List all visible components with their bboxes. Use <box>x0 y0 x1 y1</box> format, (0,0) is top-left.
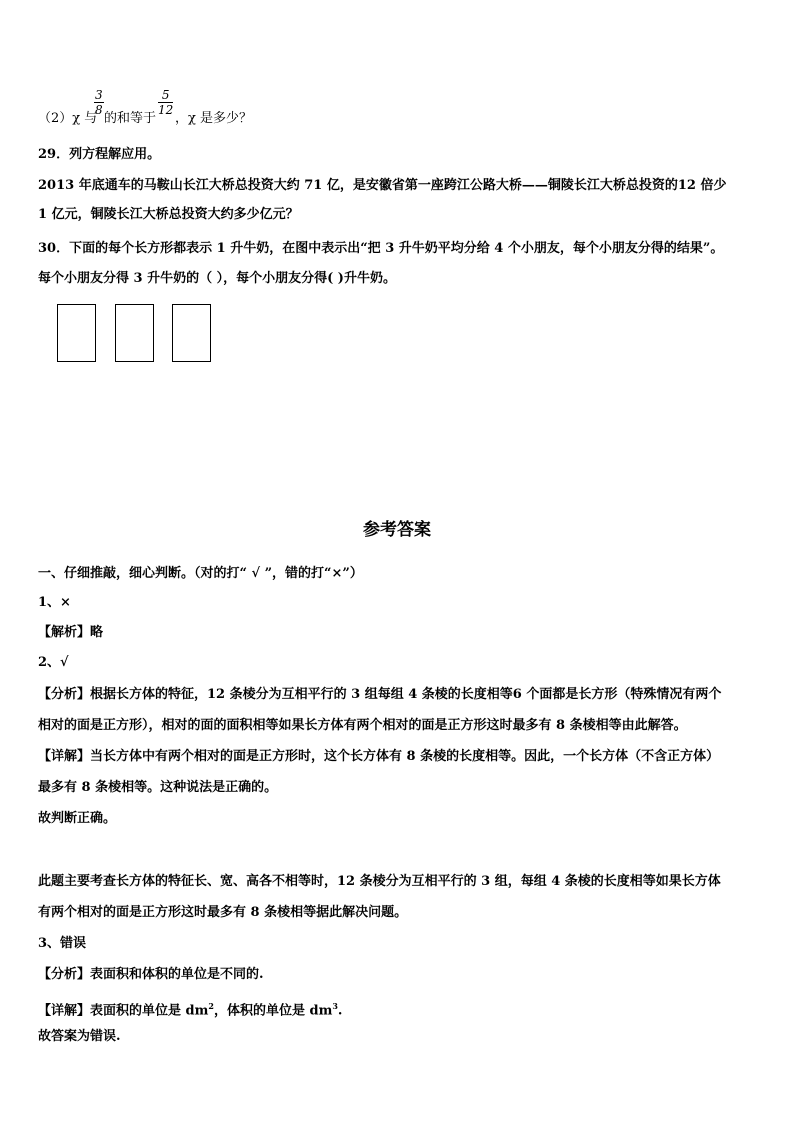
answer-1-label: 1、× <box>38 595 71 610</box>
fraction-denominator: 12 <box>158 103 174 117</box>
fraction-numerator: 3 <box>95 88 103 102</box>
answers-title: 参考答案 <box>363 520 431 540</box>
answer-3-conclusion: 故答案为错误. <box>38 1029 121 1044</box>
milk-rectangle-2 <box>115 304 154 362</box>
fraction-denominator: 8 <box>95 103 103 117</box>
fraction-five-twelfths <box>158 88 173 117</box>
answer-2-detail-line2: 最多有 8 条棱相等。这种说法是正确的。 <box>38 780 278 795</box>
question-29-line1: 2013 年底通车的马鞍山长江大桥总投资大约 71 亿，是安徽省第一座跨江公路大桥——铜陵长江大桥总投资的12 倍少 <box>38 178 727 193</box>
answer-2-conclusion: 故判断正确。 <box>38 811 117 826</box>
question-2-prefix <box>38 110 97 128</box>
milk-rectangle-1 <box>57 304 96 362</box>
question-29-title: 29．列方程解应用。 <box>38 147 161 162</box>
question-2-text-c: ，χ 是多少？ <box>175 111 253 126</box>
answer-2-detail-line1: 【详解】当长方体中有两个相对的面是正方形时，这个长方体有 8 条棱的长度相等。因此，一个长方体（不含正方体） <box>38 749 720 764</box>
answer-3-detail-text-a: 【详解】表面积的单位是 dm <box>38 1003 209 1019</box>
answer-2-analysis-line1: 【分析】根据长方体的特征，12 条棱分为互相平行的 3 组每组 4 条棱的长度相等6 个面都是长方形（特殊情况有两个 <box>38 687 722 702</box>
answer-2-note-line2: 有两个相对的面是正方形这时最多有 8 条棱相等据此解决问题。 <box>38 905 408 920</box>
question-29-line2: 1 亿元，铜陵长江大桥总投资大约多少亿元？ <box>38 207 299 222</box>
question-2-text-a: （2）χ 与 <box>38 111 98 126</box>
superscript-2: 2 <box>208 1001 214 1011</box>
answer-1-analysis: 【解析】略 <box>38 625 104 640</box>
question-30-line1: 30．下面的每个长方形都表示 1 升牛奶，在图中表示出“把 3 升牛奶平均分给 4 个小朋友，每个小朋友分得的结果”。 <box>38 241 724 256</box>
answer-3-detail-text-c: . <box>337 1003 343 1019</box>
question-2-middle <box>104 110 156 128</box>
fraction-numerator: 5 <box>158 88 173 103</box>
question-2-suffix <box>175 110 252 128</box>
question-2-text-b: 的和等于 <box>104 111 157 126</box>
answer-3-detail <box>38 997 342 1020</box>
answers-section-1: 一、仔细推敲，细心判断。（对的打“ √ ”，错的打“×”） <box>38 566 363 581</box>
answer-3-analysis: 【分析】表面积和体积的单位是不同的. <box>38 967 264 982</box>
answer-2-analysis-line2: 相对的面是正方形），相对的面的面积相等如果长方体有两个相对的面是正方形这时最多有 8 条棱相等由此解答。 <box>38 718 687 733</box>
milk-rectangle-3 <box>172 304 211 362</box>
answer-2-label: 2、√ <box>38 655 69 670</box>
superscript-3: 3 <box>332 1001 338 1011</box>
answer-2-note-line1: 此题主要考查长方体的特征长、宽、高各不相等时，12 条棱分为互相平行的 3 组，每组 4 条棱的长度相等如果长方体 <box>38 874 721 889</box>
answer-3-detail-text-b: ，体积的单位是 dm <box>213 1003 333 1019</box>
answer-3-label: 3、错误 <box>38 936 87 951</box>
question-30-line2: 每个小朋友分得 3 升牛奶的（ ），每个小朋友分得( )升牛奶。 <box>38 271 396 286</box>
